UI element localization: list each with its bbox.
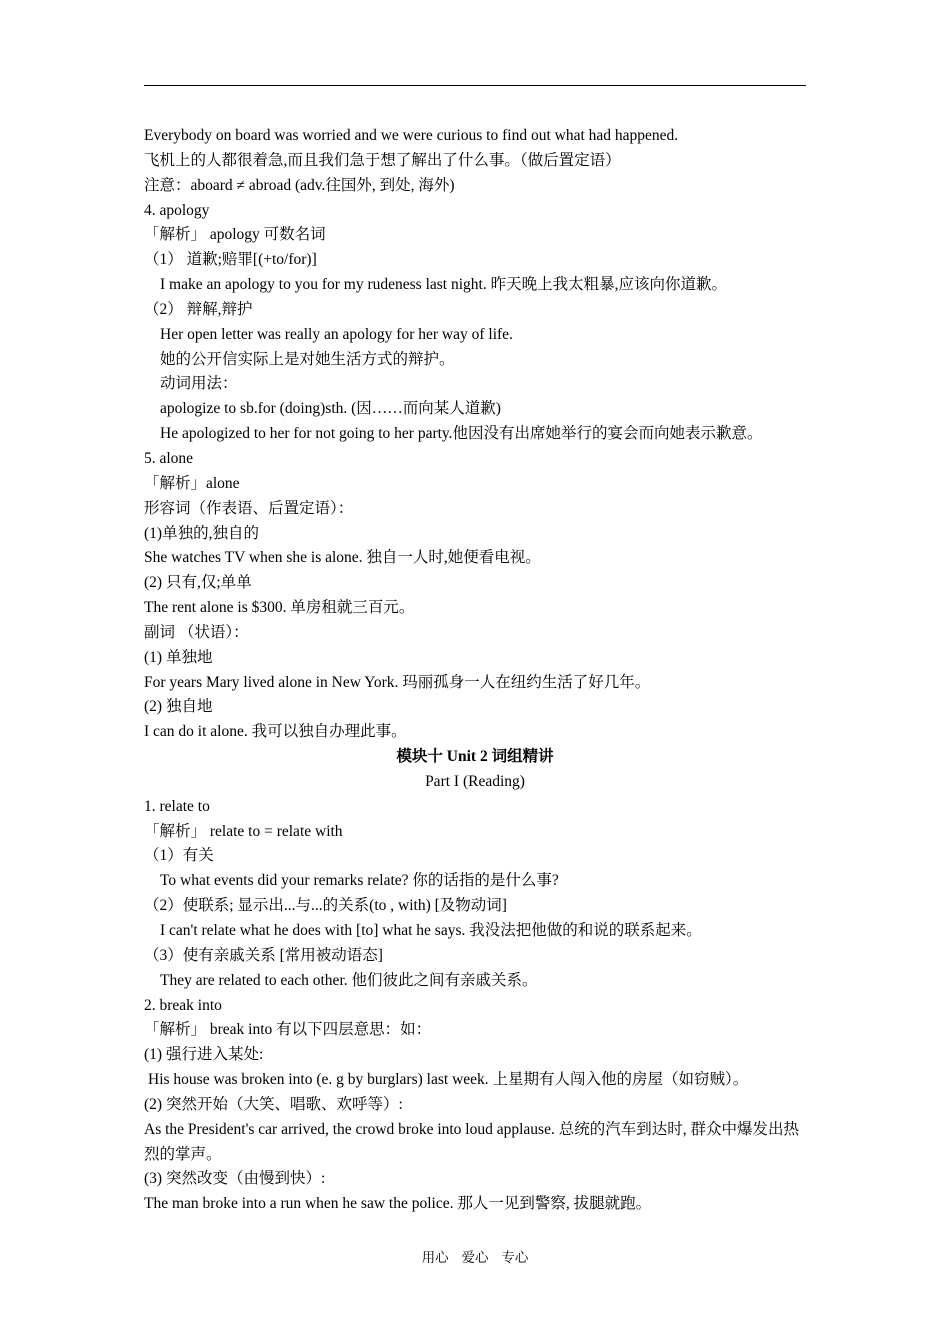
sense-label: （1） 道歉;赔罪[(+to/for)] (144, 251, 317, 269)
translation: 飞机上的人都很着急,而且我们急于想了解出了什么事。（做后置定语） (144, 151, 621, 169)
example-sentence: The man broke into a run when he saw the police. 那人一见到警察, 拔腿就跑。 (144, 1195, 652, 1213)
example-sentence: The rent alone is $300. 单房租就三百元。 (144, 599, 415, 617)
example-sentence: He apologized to her for not going to her party.他因没有出席她举行的宴会而向她表示歉意。 (160, 425, 763, 443)
sense-label: (2) 独自地 (144, 698, 213, 716)
example-sentence: She watches TV when she is alone. 独自一人时,她便看电视。 (144, 549, 541, 567)
example-sentence: His house was broken into (e. g by burglars) last week. 上星期有人闯入他的房屋（如窃贼）。 (148, 1071, 749, 1089)
example-sentence: As the President's car arrived, the crowd broke into loud applause. 总统的汽车到达时, 群众中爆发出热烈的掌声。 (144, 1120, 799, 1163)
section-title: 模块十 Unit 2 词组精讲 (396, 748, 554, 766)
sense-label: (2) 只有,仅;单单 (144, 574, 252, 592)
usage-pattern: apologize to sb.for (doing)sth. (因……而向某人道歉) (160, 400, 501, 418)
sense-label: (2) 突然开始（大笑、唱歌、欢呼等）: (144, 1095, 403, 1113)
pos-label: 形容词（作表语、后置定语）： (144, 499, 354, 517)
example-sentence: For years Mary lived alone in New York. 玛丽孤身一人在纽约生活了好几年。 (144, 673, 651, 691)
example-sentence: I can't relate what he does with [to] what he says. 我没法把他做的和说的联系起来。 (160, 922, 702, 939)
sense-label: (1) 单独地 (144, 648, 213, 666)
header-rule (144, 85, 806, 86)
sense-label: (1)单独的,独自的 (144, 524, 259, 542)
page-footer: 用心 爱心 专心 (421, 1250, 529, 1266)
entry-heading-break-into: 2. break into (144, 996, 222, 1014)
sense-label: （3）使有亲戚关系 [常用被动语态] (144, 946, 383, 964)
example-sentence: I can do it alone. 我可以独自办理此事。 (144, 723, 407, 741)
example-sentence: Her open letter was really an apology for her way of life. (160, 325, 513, 343)
analysis-label: 「解析」 apology 可数名词 (144, 226, 326, 244)
entry-heading-alone: 5. alone (144, 449, 194, 467)
note: 注意：aboard ≠ abroad (adv.往国外, 到处, 海外) (144, 176, 455, 194)
sense-label: (3) 突然改变（由慢到快）: (144, 1170, 326, 1188)
sense-label: (1) 强行进入某处: (144, 1046, 264, 1064)
example-sentence: They are related to each other. 他们彼此之间有亲戚关系。 (160, 971, 538, 989)
sense-label: （1）有关 (144, 847, 214, 865)
usage-label: 动词用法： (160, 375, 238, 393)
analysis-label: 「解析」alone (144, 474, 240, 492)
example-sentence: Everybody on board was worried and we were curious to find out what had happened. (144, 127, 679, 144)
example-sentence: To what events did your remarks relate? 你的话指的是什么事? (160, 872, 559, 890)
entry-heading-relate-to: 1. relate to (144, 797, 210, 815)
sense-label: （2）使联系; 显示出...与...的关系(to , with) [及物动词] (144, 897, 507, 915)
translation: 她的公开信实际上是对她生活方式的辩护。 (160, 350, 455, 368)
pos-label: 副词 （状语）： (144, 623, 249, 641)
analysis-label: 「解析」 break into 有以下四层意思：如： (144, 1021, 432, 1039)
document-body (144, 124, 824, 1217)
sense-label: （2） 辩解,辩护 (144, 300, 253, 318)
section-subtitle: Part I (Reading) (425, 772, 525, 790)
example-sentence: I make an apology to you for my rudeness last night. 昨天晚上我太粗暴,应该向你道歉。 (160, 276, 727, 294)
analysis-label: 「解析」 relate to = relate with (144, 822, 343, 840)
entry-heading-apology: 4. apology (144, 201, 210, 219)
